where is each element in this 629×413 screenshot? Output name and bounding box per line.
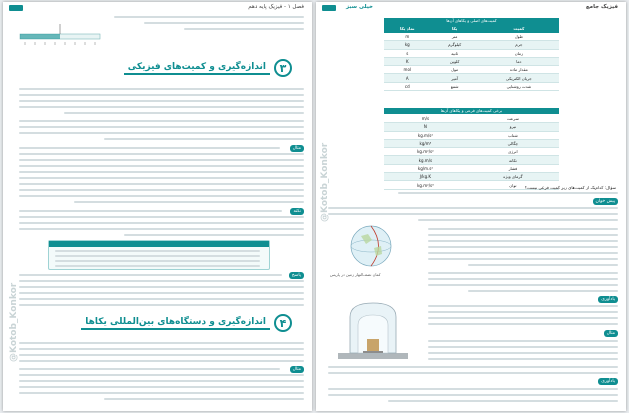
table-cell: فشار	[467, 164, 559, 172]
table-cell: J/kg.K	[384, 173, 467, 181]
table-cell: شتاب	[467, 131, 559, 139]
note-label: نکته	[290, 208, 304, 215]
text-line	[184, 28, 304, 30]
table-cell: جریان الکتریکی	[479, 74, 559, 82]
text-line	[144, 22, 304, 24]
table-cell: دما	[479, 57, 559, 65]
base-units-table	[384, 24, 559, 91]
table1-header: یکا	[431, 24, 479, 33]
table-cell: m	[384, 33, 431, 41]
table1-title: کمیت‌های اصلی و یکاهای آن‌ها	[384, 18, 559, 24]
preview-label: پیش خوان	[593, 198, 618, 205]
header-book-title: فیزیک جامع	[585, 4, 618, 10]
example-label: مثال	[290, 145, 304, 152]
table-cell: s	[384, 49, 431, 57]
table-cell: جرم	[479, 41, 559, 49]
table1-header: کمیت	[479, 24, 559, 33]
table-cell: cd	[384, 82, 431, 90]
table-cell: N	[384, 123, 467, 131]
section-3-heading	[124, 59, 292, 77]
table-cell: مقدار ماده	[479, 66, 559, 74]
page-number-badge	[9, 5, 23, 11]
table-cell: مول	[431, 66, 479, 74]
table-cell: گرمای ویژه	[467, 173, 559, 181]
ruler-figure	[15, 16, 105, 56]
text-line	[114, 16, 304, 18]
table-cell: kg	[384, 41, 431, 49]
earth-meridian-figure	[326, 222, 416, 272]
table-cell: متر	[431, 33, 479, 41]
kilogram-prototype-figure	[330, 295, 416, 363]
table-cell: kg.m²/s²	[384, 148, 467, 156]
reminder-label: یادآوری	[598, 296, 618, 303]
table1-header: نماد یکا	[384, 24, 431, 33]
table-cell: kg.m/s	[384, 156, 467, 164]
table-cell: کلوین	[431, 57, 479, 65]
table-cell: چگالی	[467, 139, 559, 147]
left-page-header	[3, 2, 312, 14]
table-cell: kg.m²/s³	[384, 181, 467, 189]
table-cell: توان	[467, 181, 559, 189]
derived-units-table	[384, 115, 559, 190]
table-cell: کیلوگرم	[431, 41, 479, 49]
earth-caption: کمان نصف‌النهار زمین در پاریس	[330, 272, 381, 277]
side-watermark: @Kotob_Konkor	[9, 282, 19, 362]
example-label: مثال	[604, 330, 618, 337]
section-title: اندازه‌گیری و دستگاه‌های بین‌المللی یکاها	[81, 317, 270, 330]
table-cell: آمپر	[431, 74, 479, 82]
table-cell: سرعت	[467, 115, 559, 123]
table-cell: m/s	[384, 115, 467, 123]
table-cell: انرژی	[467, 148, 559, 156]
question-text: سؤال: کدام‌یک از کمیت‌های زیر کمیت فرعی نیست؟	[524, 185, 616, 190]
section-title: اندازه‌گیری و کمیت‌های فیزیکی	[124, 62, 270, 75]
table-cell: شدت روشنایی	[479, 82, 559, 90]
table-cell: mol	[384, 66, 431, 74]
inner-table	[48, 240, 270, 270]
right-page-header	[316, 2, 626, 14]
answer-label: پاسخ	[289, 272, 304, 279]
table-cell: ثانیه	[431, 49, 479, 57]
table2-title: برخی کمیت‌های فرعی و یکاهای آن‌ها	[384, 108, 559, 114]
reminder-label: یادآوری	[598, 378, 618, 385]
table-cell: kg/m.s²	[384, 164, 467, 172]
table-cell: شمع	[431, 82, 479, 90]
section-4-heading	[81, 314, 292, 332]
left-header-text: فصل ۱ - فیزیک پایه دهم	[248, 4, 304, 10]
page-number-badge	[322, 5, 336, 11]
table-cell: kg/m³	[384, 139, 467, 147]
header-publisher: خیلی سبز	[346, 4, 374, 10]
right-page	[316, 2, 626, 411]
table-cell: زمان	[479, 49, 559, 57]
table-cell: kg.m/s²	[384, 131, 467, 139]
example-label: مثال	[290, 366, 304, 373]
table-cell: A	[384, 74, 431, 82]
section-number: ۳	[274, 59, 292, 77]
side-watermark: @Kotob_Konkor	[320, 142, 330, 222]
table-cell: K	[384, 57, 431, 65]
table-cell: نیرو	[467, 123, 559, 131]
left-page	[3, 2, 312, 411]
table-cell: طول	[479, 33, 559, 41]
table-cell: تکانه	[467, 156, 559, 164]
section-number: ۴	[274, 314, 292, 332]
